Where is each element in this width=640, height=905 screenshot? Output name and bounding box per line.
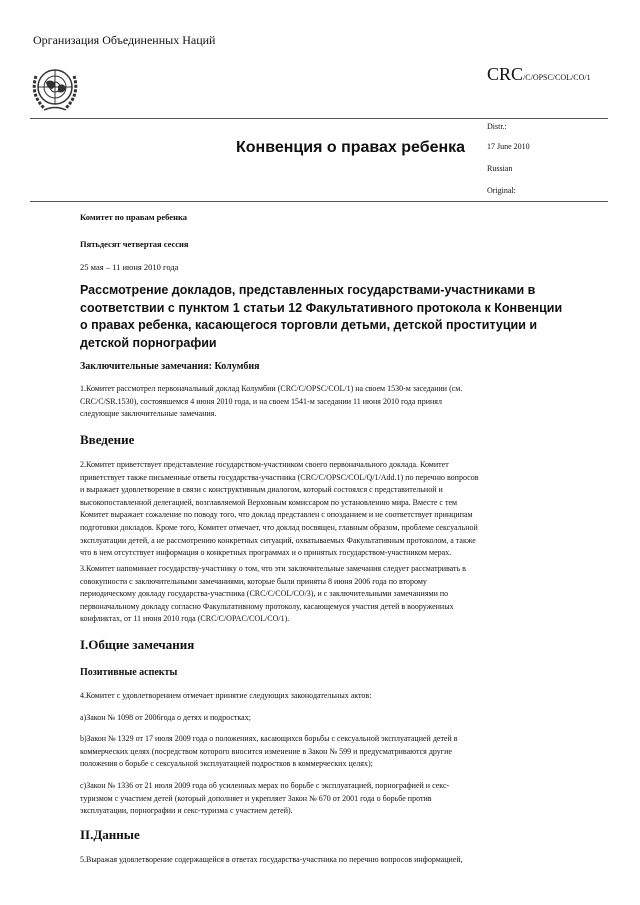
text-line: периодическому докладу государства-участника (CRC/C/COL/CO/3), и с заключительными замечаниями по [80,589,449,599]
symbol-main: CRC [487,64,524,84]
document-title: Конвенция о правах ребенка [236,139,466,156]
conclusions-heading: Заключительные замечания: Колумбия [80,361,260,372]
text-line: первоначальному докладу согласно Факультативному протоколу, касающемуся участия детей в вооруженных [80,601,454,611]
organization-name: Организация Объединенных Наций [33,33,216,47]
text-line: a)Закон № 1098 от 2006года о детях и подростках; [80,713,251,722]
section-2-heading: II.Данные [80,827,140,842]
paragraph-1 [80,383,570,421]
text-line: положения о борьбе с сексуальной эксплуатацией подростков в коммерческих целях); [80,759,373,769]
text-line: совокупности с заключительными замечаниями, которые были приняты 8 июня 2006 года по второму [80,576,427,586]
introduction-heading: Введение [80,432,135,447]
un-emblem-icon [28,62,82,116]
text-line: что в нем отсутствует информация о конкретных программах и о принятых государством-участником мерах. [80,548,452,558]
document-symbol [487,64,591,85]
text-line: конфликтах, от 11 июня 2010 года (CRC/C/OPAC/COL/CO/1). [80,614,290,624]
text-line: 2.Комитет приветствует представление государством-участником своего первоначального доклада. Комитет [80,460,449,469]
main-heading: Рассмотрение докладов, представленных государствами-участниками в соответствии с пунктом 1 статьи 12 Факультативного протокола к Конвенции о правах ребенка, касающегося торговли детьми, детской проституции и детской порнографии [80,283,563,350]
item-c [80,780,570,818]
text-line: подготовки докладов. Кроме того, Комитет отмечает, что доклад посвящен, главным образом, проблеме сексуальной [80,522,478,532]
header-rule-top [30,118,608,119]
document-language: Russian [487,164,513,173]
header-rule-bottom [30,201,608,202]
paragraph-2 [80,459,570,560]
session-name: Пятьдесят четвертая сессия [80,239,189,249]
text-line: 3.Комитет напоминает государству-участнику о том, что эти заключительные замечания следует рассматривать в [80,564,466,573]
text-line: c)Закон № 1336 от 21 июля 2009 года об усиленных мерах по борьбе с эксплуатацией, порнографией и секс- [80,781,450,790]
text-line: эксплуатации, порнографии и секс-туризма с участием детей). [80,806,293,816]
original-label: Original: [487,186,516,195]
text-line: туризмом с участием детей (который дополняет и укрепляет Закон № 670 от 2001 года о борьбе против [80,793,432,803]
symbol-suffix: /C/OPSC/COL/CO/1 [523,73,591,82]
paragraph-5 [80,854,570,867]
positive-aspects-heading: Позитивные аспекты [80,667,178,678]
text-line: Комитет выражает сожаление по поводу того, что доклад представлен с опозданием и не соответствует принципам [80,510,473,520]
session-dates: 25 мая – 11 июня 2010 года [80,262,179,272]
text-line: b)Закон № 1329 от 17 июля 2009 года о положениях, касающихся борьбы с сексуальной эксплуатацией детей в [80,734,458,743]
paragraph-4 [80,690,570,703]
text-line: 5.Выражая удовлетворение содержащейся в ответах государства-участника по перечню вопросов информацией, [80,855,463,864]
text-line: высокопоставленной делегацией, возглавляемой Верховным комиссаром по установлению мира. Вместе с тем [80,497,458,507]
text-line: 4.Комитет с удовлетворением отмечает принятие следующих законодательных актов: [80,691,372,700]
text-line: приветствует также письменные ответы государства-участника (CRC/C/OPSC/COL/Q/1/Add.1) по перечню вопросов [80,472,479,482]
section-1-heading: I.Общие замечания [80,637,195,652]
text-line: следующие заключительные замечания. [80,409,217,419]
text-line: эксплуатации детей, а не рассмотрению конкретных ситуаций, охватываемых Факультативным протоколом, а также [80,535,476,545]
text-line: 1.Комитет рассмотрел первоначальный доклад Колумбии (CRC/C/OPSC/COL/1) на своем 1530-м заседании (см. [80,384,463,393]
distr-label: Distr.: [487,122,507,131]
item-a [80,712,570,725]
text-line: и выражает удовлетворение в связи с конструктивным диалогом, который состоялся с представительной и [80,485,443,495]
text-line: коммерческих целях (посредством которого вносится изменение в Закон № 599 и предусматриваются другие [80,746,452,756]
document-date: 17 June 2010 [487,142,530,151]
item-b [80,733,570,771]
paragraph-3 [80,563,570,626]
text-line: CRC/C/SR.1530), состоявшемся 4 июня 2010 года, и на своем 1541-м заседании 11 июня 2010 года принял [80,396,442,406]
committee-name: Комитет по правам ребенка [80,212,187,222]
